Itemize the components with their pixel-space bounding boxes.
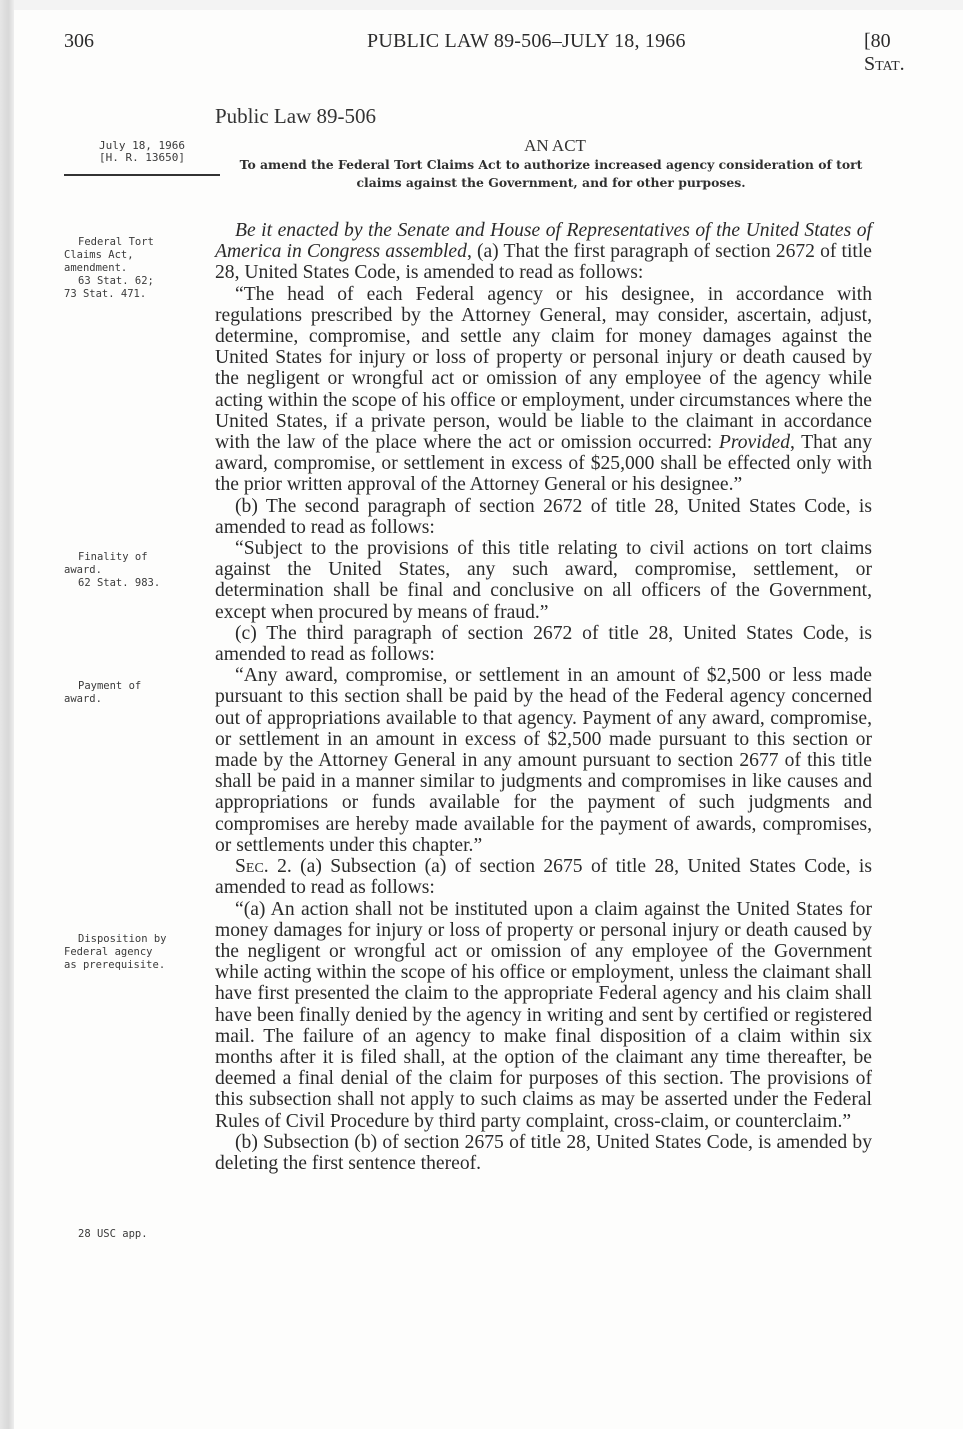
- paragraph-agency-authority: “The head of each Federal agency or his designee, in accordance with regulations prescribed by the Attorney General, may consider, ascertain, adjust, determine, compromise, and settle any claim for money damages against the United States for injury or loss of property or personal injury or death caused by the negligent or wrongful act or omission of any employee of the agency while acting within the scope of his office or employment, under circumstances where the United States, if a private person, would be liable to the claimant in accordance with the law of the place where the act or omission occurred: Provided, That any award, compromise, or settlement in excess of $25,000 shall be effected only with the prior written approval of the Attorney General or his designee.”: [215, 283, 872, 496]
- scan-top-edge: [0, 0, 963, 10]
- page-header: [64, 30, 905, 75]
- law-title: Public Law 89-506: [215, 104, 376, 128]
- section-2-a: Sec. 2. (a) Subsection (a) of section 2675 of title 28, United States Code, is amended to read as follows:: [215, 856, 872, 899]
- margin-note-disposition: Disposition by Federal agency as prerequisite.: [64, 933, 167, 971]
- statute-reference: [80 Stat.: [864, 30, 905, 75]
- section-2-b: (b) Subsection (b) of section 2675 of title 28, United States Code, is amended by deleting the first sentence thereof.: [215, 1131, 872, 1174]
- margin-note-usc-app: 28 USC app.: [78, 1228, 148, 1240]
- date-divider: [64, 174, 220, 176]
- page-number: 306: [64, 30, 94, 52]
- paragraph-b-amendment: (b) The second paragraph of section 2672 of title 28, United States Code, is amended to read as follows:: [215, 495, 872, 538]
- margin-note-finality: Finality of award. 62 Stat. 983.: [64, 551, 161, 589]
- margin-note-payment: Payment of award.: [64, 680, 142, 705]
- paragraph-finality-text: “Subject to the provisions of this title relating to civil actions on tort claims against the United States, any such award, compromise, settlement, or determination shall be final and conclusive on all officers of the Government, except when procured by means of fraud.”: [215, 538, 872, 623]
- date-bill-block: [64, 140, 220, 164]
- act-heading: AN ACT: [524, 136, 586, 155]
- scan-left-edge: [0, 0, 14, 1429]
- law-body: [215, 220, 872, 1174]
- paragraph-disposition-text: “(a) An action shall not be instituted upon a claim against the United States for money damages for injury or loss of property or personal injury or death caused by the negligent or wrongful act or omission of any employee of the Government while acting within the scope of his office or employment, unless the claimant shall have first presented the claim to the appropriate Federal agency and his claim shall have been finally denied by the agency in writing and sent by certified or registered mail. The failure of an agency to make final disposition of a claim within six months after it is filed shall, at the option of the claimant any time thereafter, be deemed a final denial of the claim for purposes of this section. The provisions of this subsection shall not apply to such claims as may be asserted under the Federal Rules of Civil Procedure by third party complaint, cross-claim, or counterclaim.”: [215, 898, 872, 1132]
- paragraph-payment-text: “Any award, compromise, or settlement in an amount of $2,500 or less made pursuant to this section shall be paid by the head of the Federal agency concerned out of appropriations available to that agency. Payment of any award, compromise, or settlement in an amount in excess of $2,500 made pursuant to this section or made by the Attorney General in any amount pursuant to section 2677 of this title shall be paid in a manner similar to judgments and compromises in like causes and appropriations or funds available for the payment of such judgments and compromises are hereby made available for the payment of awards, compromises, or settlements under this chapter.”: [215, 665, 872, 856]
- margin-note-ftca-amendment: Federal Tort Claims Act, amendment. 63 Stat. 62; 73 Stat. 471.: [64, 236, 154, 300]
- bill-number: [H. R. 13650]: [98, 151, 186, 164]
- act-purpose: To amend the Federal Tort Claims Act to authorize increased agency consideration of tort claims against the Government, and for other purposes.: [239, 157, 863, 190]
- running-title: PUBLIC LAW 89-506–JULY 18, 1966: [367, 30, 686, 52]
- enacting-clause: Be it enacted by the Senate and House of Representatives of the United States of America in Congress assembled, (a) That the first paragraph of section 2672 of title 28, United States Code, is amended to read as follows:: [215, 220, 873, 284]
- enactment-date: July 18, 1966: [98, 139, 186, 152]
- paragraph-c-amendment: (c) The third paragraph of section 2672 of title 28, United States Code, is amended to read as follows:: [215, 622, 872, 666]
